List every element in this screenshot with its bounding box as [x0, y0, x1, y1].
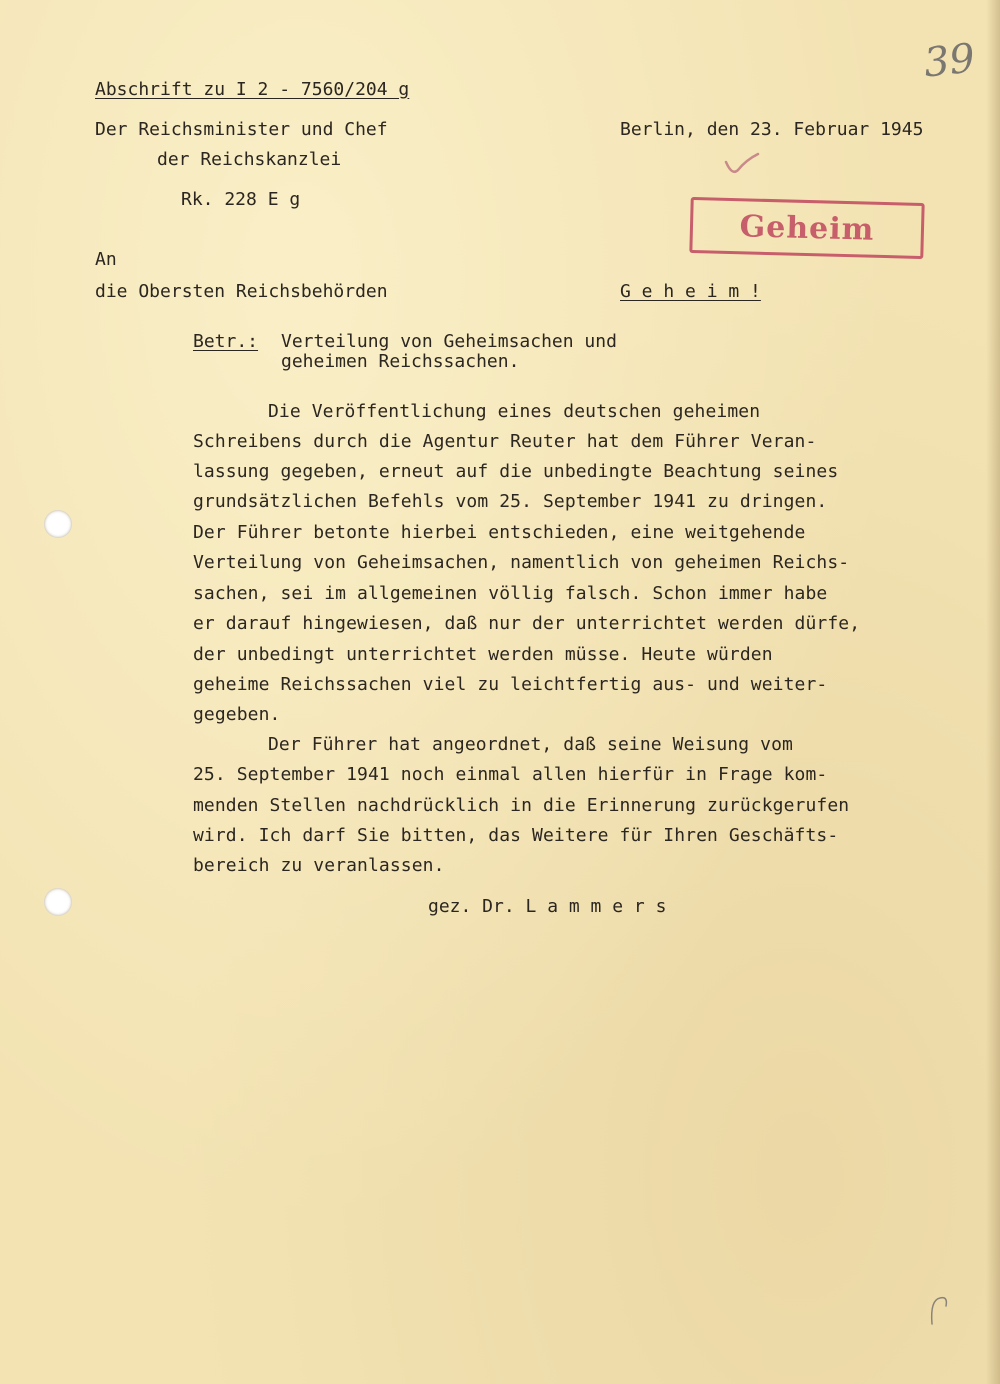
classification-label: G e h e i m !	[620, 281, 761, 302]
stamp-text: Geheim	[739, 208, 875, 248]
handwritten-page-number: 39	[921, 35, 978, 87]
place-date: Berlin, den 23. Februar 1945	[620, 119, 924, 140]
punch-hole-top	[44, 510, 72, 538]
sender-line-2: der Reichskanzlei	[157, 149, 342, 170]
signature-line: gez. Dr. L a m m e r s	[428, 896, 667, 917]
body-line: der unbedingt unterrichtet werden müsse. Heute würden	[193, 644, 773, 665]
body-line: 25. September 1941 noch einmal allen hierfür in Frage kom-	[193, 764, 828, 785]
body-line: geheime Reichssachen viel zu leichtfertig aus- und weiter-	[193, 674, 828, 695]
red-check-mark-icon	[722, 150, 762, 180]
body-line: Die Veröffentlichung eines deutschen geheimen	[268, 401, 761, 422]
file-number: Rk. 228 E g	[181, 189, 301, 210]
body-line: Der Führer betonte hierbei entschieden, eine weitgehende	[193, 522, 806, 543]
sender-line-1: Der Reichsminister und Chef	[95, 119, 388, 140]
reference-line: Abschrift zu I 2 - 7560/204 g	[95, 79, 410, 100]
punch-hole-bottom	[44, 888, 72, 916]
body-line: menden Stellen nachdrücklich in die Erinnerung zurückgerufen	[193, 795, 850, 816]
body-line: gegeben.	[193, 704, 281, 725]
body-line: Schreibens durch die Agentur Reuter hat dem Führer Veran-	[193, 431, 817, 452]
body-line: grundsätzlichen Befehls vom 25. September 1941 zu dringen.	[193, 491, 828, 512]
pencil-mark-icon	[926, 1290, 956, 1330]
body-line: bereich zu veranlassen.	[193, 855, 445, 876]
subject-line-2: geheimen Reichssachen.	[281, 351, 520, 372]
page-edge-shadow	[986, 0, 1000, 1384]
subject-label: Betr.:	[193, 331, 259, 352]
body-line: Der Führer hat angeordnet, daß seine Weisung vom	[268, 734, 793, 755]
body-line: er darauf hingewiesen, daß nur der unterrichtet werden dürfe,	[193, 613, 861, 634]
body-line: sachen, sei im allgemeinen völlig falsch. Schon immer habe	[193, 583, 828, 604]
body-line: wird. Ich darf Sie bitten, das Weitere für Ihren Geschäfts-	[193, 825, 839, 846]
body-line: lassung gegeben, erneut auf die unbedingte Beachtung seines	[193, 461, 839, 482]
recipient-line-1: An	[95, 249, 117, 270]
subject-line-1: Verteilung von Geheimsachen und	[281, 331, 617, 352]
body-line: Verteilung von Geheimsachen, namentlich von geheimen Reichs-	[193, 552, 850, 573]
geheim-stamp	[689, 197, 924, 259]
recipient-line-2: die Obersten Reichsbehörden	[95, 281, 388, 302]
